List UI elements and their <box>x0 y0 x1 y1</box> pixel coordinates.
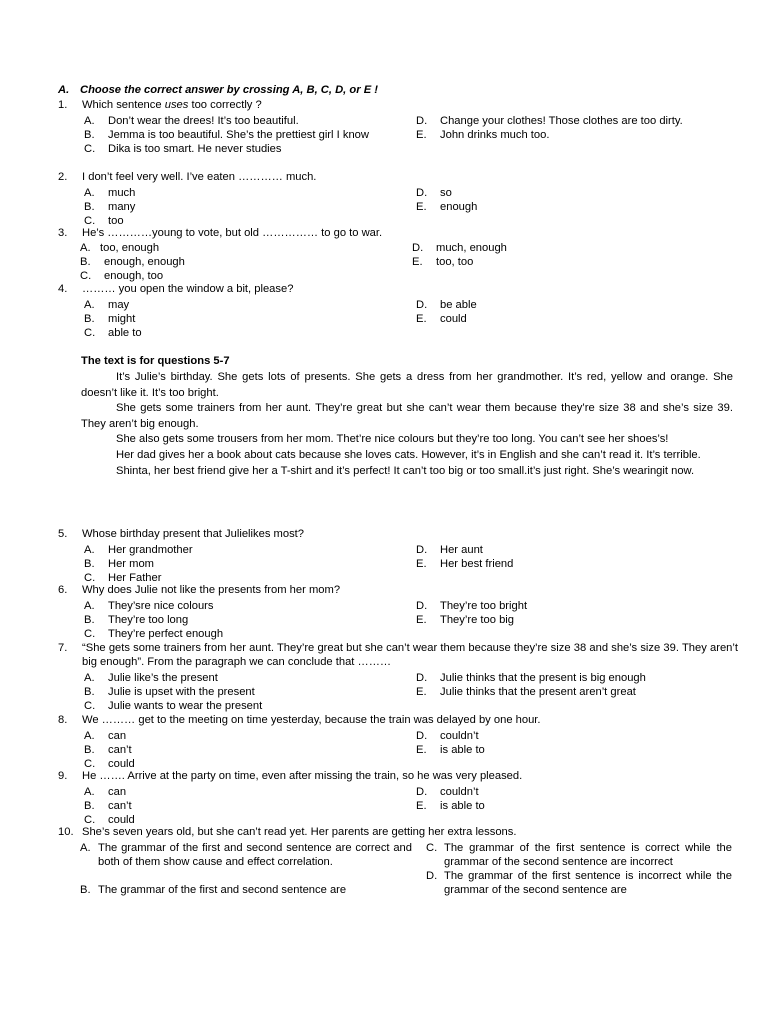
option-d[interactable]: D. couldn’t <box>416 786 479 798</box>
question-6 <box>58 583 738 640</box>
option-e[interactable]: E. enough <box>416 201 478 213</box>
question-number: 6. <box>58 584 68 596</box>
section-instruction: Choose the correct answer by crossing A, B, C, D, or E ! <box>80 84 378 96</box>
question-text: Which sentence uses too correctly ? <box>82 99 262 111</box>
option-d[interactable]: D. They’re too bright <box>416 600 528 612</box>
option-b[interactable]: B. The grammar of the first and second sentence are <box>80 884 347 896</box>
question-text: He ……. Arrive at the party on time, even after missing the train, so he was very pleased. <box>82 770 523 782</box>
question-text: ……… you open the window a bit, please? <box>82 283 294 295</box>
option-c[interactable]: C. The grammar of the first sentence is correct while the grammar of the second sentence are incorrect <box>426 842 732 868</box>
question-3 <box>58 226 738 282</box>
question-2 <box>58 170 738 227</box>
option-d[interactable]: D. Change your clothes! Those clothes are too dirty. <box>416 115 683 127</box>
question-text: We ……… get to the meeting on time yesterday, because the train was delayed by one hour. <box>82 714 541 726</box>
passage-paragraph: It’s Julie’s birthday. She gets lots of presents. She gets a dress from her grandmother. It’s red, yellow and orange. She doesn’t like it. It’s too bright. <box>81 371 733 399</box>
question-number: 7. <box>58 642 68 654</box>
option-b[interactable]: B. enough, enough <box>80 256 185 268</box>
option-b[interactable]: B. Julie is upset with the present <box>84 686 255 698</box>
question-number: 8. <box>58 714 68 726</box>
option-b[interactable]: B. can’t <box>84 744 132 756</box>
question-number: 10. <box>58 826 74 838</box>
option-c[interactable]: C. They’re perfect enough <box>84 628 224 640</box>
passage-title: The text is for questions 5-7 <box>81 355 230 367</box>
option-e[interactable]: E. could <box>416 313 467 325</box>
option-e[interactable]: E. They’re too big <box>416 614 515 626</box>
option-a[interactable]: A. can <box>84 786 127 798</box>
option-e[interactable]: E. Julie thinks that the present aren’t great <box>416 686 636 698</box>
option-b[interactable]: B. They’re too long <box>84 614 189 626</box>
passage-paragraph: Her dad gives her a book about cats because she loves cats. However, it’s in English and she can’t read it. It’s terrible. <box>116 448 701 461</box>
option-e[interactable]: E. Her best friend <box>416 558 514 570</box>
section-letter: A. <box>58 84 70 96</box>
option-e[interactable]: E. is able to <box>416 800 485 812</box>
option-c[interactable]: C. could <box>84 758 135 770</box>
option-e[interactable]: E. John drinks much too. <box>416 129 550 141</box>
passage-paragraph: Shinta, her best friend give her a T-shirt and it’s perfect! It can’t too big or too small.it’s just right. She’s wearingit now. <box>116 464 695 477</box>
option-c[interactable]: C. Julie wants to wear the present <box>84 700 263 712</box>
question-number: 1. <box>58 99 68 111</box>
option-b[interactable]: B. can’t <box>84 800 132 812</box>
passage-paragraph: She gets some trainers from her aunt. They’re great but she can’t wear them because they’re size 38 and she’s size 39. They aren’t big enough. <box>81 402 733 430</box>
option-a[interactable]: A. Her grandmother <box>84 544 193 556</box>
option-d[interactable]: D. couldn’t <box>416 730 479 742</box>
option-c[interactable]: C. able to <box>84 327 142 339</box>
option-c[interactable]: C. could <box>84 814 135 826</box>
question-text: “She gets some trainers from her aunt. They’re great but she can’t wear them because they’re size 38 and she’s size 39. They aren’t big enough”. From the paragraph we can conclude that ……… <box>82 642 738 668</box>
question-number: 9. <box>58 770 68 782</box>
question-number: 3. <box>58 227 68 239</box>
option-a[interactable]: A. too, enough <box>80 242 160 254</box>
option-e[interactable]: E. is able to <box>416 744 485 756</box>
emphasized-word: uses <box>164 99 189 111</box>
question-number: 2. <box>58 171 68 183</box>
option-e[interactable]: E. too, too <box>412 256 474 268</box>
question-number: 4. <box>58 283 68 295</box>
option-c[interactable]: C. Her Father <box>84 572 162 584</box>
option-a[interactable]: A. may <box>84 299 130 311</box>
question-10 <box>58 825 738 839</box>
option-d[interactable]: D. much, enough <box>412 242 507 254</box>
passage-paragraph: She also gets some trousers from her mom. Thet’re nice colours but they’re too long. You can’t see her shoes’s! <box>116 433 669 446</box>
question-text: She’s seven years old, but she can’t read yet. Her parents are getting her extra lessons. <box>82 826 517 838</box>
question-text: I don’t feel very well. I’ve eaten ………… much. <box>82 171 317 183</box>
question-text: Why does Julie not like the presents from her mom? <box>82 584 341 596</box>
option-a[interactable]: A. Don’t wear the drees! It’s too beautiful. <box>84 115 299 127</box>
question-7 <box>58 641 738 712</box>
option-a[interactable]: A. They’sre nice colours <box>84 600 214 612</box>
option-a[interactable]: A. much <box>84 187 136 199</box>
question-9 <box>58 769 738 826</box>
question-number: 5. <box>58 528 68 540</box>
question-1 <box>58 98 738 155</box>
option-d[interactable]: D. Her aunt <box>416 544 483 556</box>
section-header <box>58 83 378 97</box>
option-a[interactable]: A. The grammar of the first and second sentence are correct and both of them show cause and effect correlation. <box>80 842 412 868</box>
option-d[interactable]: D. so <box>416 187 452 199</box>
option-b[interactable]: B. Jemma is too beautiful. She’s the prettiest girl I know <box>84 129 369 141</box>
option-b[interactable]: B. many <box>84 201 136 213</box>
question-text: Whose birthday present that Julielikes most? <box>82 528 304 540</box>
option-d[interactable]: D. Julie thinks that the present is big enough <box>416 672 646 684</box>
reading-passage <box>81 370 733 479</box>
option-b[interactable]: B. Her mom <box>84 558 154 570</box>
option-c[interactable]: C. too <box>84 215 124 227</box>
option-a[interactable]: A. can <box>84 730 127 742</box>
option-c[interactable]: C. Dika is too smart. He never studies <box>84 143 282 155</box>
option-d[interactable]: D. The grammar of the first sentence is incorrect while the grammar of the second sentence are <box>426 870 732 896</box>
question-4 <box>58 282 738 339</box>
option-d[interactable]: D. be able <box>416 299 477 311</box>
option-b[interactable]: B. might <box>84 313 136 325</box>
option-a[interactable]: A. Julie like’s the present <box>84 672 218 684</box>
question-8 <box>58 713 738 770</box>
question-text: He’s …………young to vote, but old …………… to go to war. <box>82 227 383 239</box>
question-5 <box>58 527 738 584</box>
option-c[interactable]: C. enough, too <box>80 270 164 282</box>
